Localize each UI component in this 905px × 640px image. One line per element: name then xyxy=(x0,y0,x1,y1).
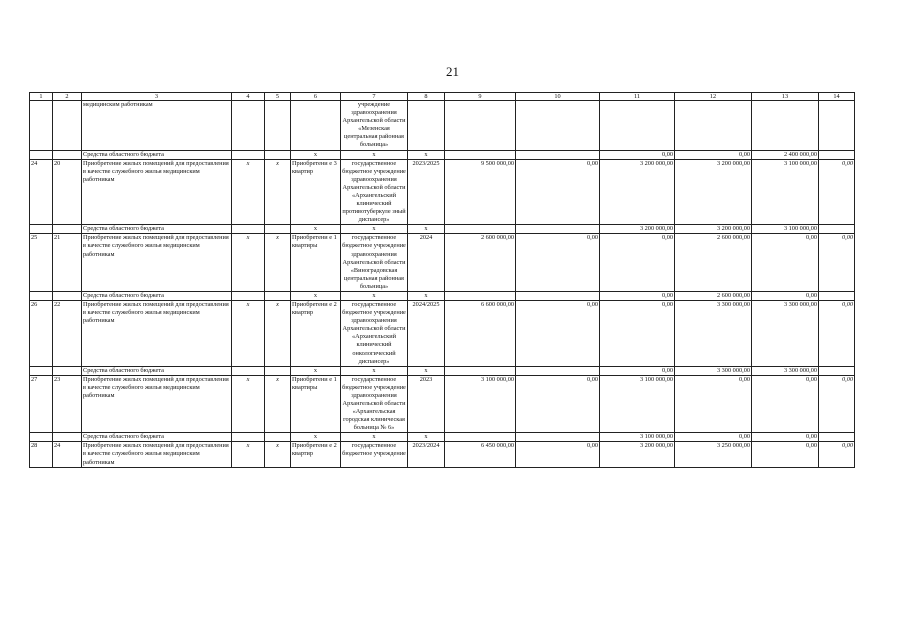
total-amount-cell xyxy=(445,366,516,375)
amount-col11-cell: 3 200 000,00 xyxy=(600,159,675,225)
page-number: 21 xyxy=(446,64,459,79)
amount-col13-cell: 0,00 xyxy=(752,433,819,442)
description-cell: Средства областного бюджета xyxy=(82,225,232,234)
amount-col12-cell: 3 200 000,00 xyxy=(675,225,752,234)
amount-col11-cell: 3 100 000,00 xyxy=(600,375,675,433)
header-cell: 1 xyxy=(30,93,53,101)
measure-cell: х xyxy=(291,150,341,159)
amount-col13-cell: 3 300 000,00 xyxy=(752,366,819,375)
amount-col13-cell: 0,00 xyxy=(752,442,819,467)
institution-cell: учреждение здравоохранения Архангельской области «Мезенская центральная районная больница» xyxy=(341,101,408,151)
institution-cell: государственное бюджетное учреждение здравоохранения Архангельской области «Архангельская городская клиническая больница № 6» xyxy=(342,375,406,432)
total-amount-cell: 2 600 000,00 xyxy=(445,234,516,292)
amount-col12-cell: 0,00 xyxy=(675,433,752,442)
measure-cell: Приобретени е 1 квартиры xyxy=(291,375,341,433)
amount-col11-cell: 3 200 000,00 xyxy=(600,442,675,467)
header-cell: 6 xyxy=(291,93,341,101)
measure-cell: х xyxy=(291,433,341,442)
header-cell: 12 xyxy=(675,93,752,101)
amount-col13-cell: 3 100 000,00 xyxy=(752,159,819,225)
header-cell: 11 xyxy=(600,93,675,101)
col5-cell xyxy=(265,225,291,234)
amount-col10-cell: 0,00 xyxy=(516,159,600,225)
institution-cell: х xyxy=(341,225,408,234)
funding-source-row xyxy=(30,366,855,375)
total-amount-cell: 6 600 000,00 xyxy=(445,300,516,366)
item-number-cell xyxy=(53,225,82,234)
total-amount-cell xyxy=(445,225,516,234)
amount-col14-cell: 0,00 xyxy=(819,442,855,467)
header-cell: 10 xyxy=(516,93,600,101)
period-cell: 2024 xyxy=(408,234,445,292)
amount-col11-cell xyxy=(600,101,675,151)
amount-col12-cell: 3 200 000,00 xyxy=(675,159,752,225)
col4-cell: х xyxy=(232,234,265,292)
amount-col12-cell: 0,00 xyxy=(675,150,752,159)
measure-cell: Приобретени е 2 квартир xyxy=(291,300,341,366)
row-number-cell: 24 xyxy=(30,159,53,225)
amount-col14-cell xyxy=(819,150,855,159)
amount-col14-cell xyxy=(819,225,855,234)
amount-col14-cell xyxy=(819,291,855,300)
row-number-cell: 25 xyxy=(30,234,53,292)
measure-cell xyxy=(291,101,341,151)
amount-col11-cell: 3 200 000,00 xyxy=(600,225,675,234)
description-cell: Приобретение жилых помещений для предоставления в качестве служебного жилья медицинским работникам xyxy=(82,375,232,433)
institution-cell: государственное бюджетное учреждение здравоохранения Архангельской области «Архангельский клинический онкологический диспансер» xyxy=(342,300,406,365)
amount-col14-cell xyxy=(819,101,855,151)
item-number-cell xyxy=(53,291,82,300)
header-cell: 14 xyxy=(819,93,855,101)
description-cell: Приобретение жилых помещений для предоставления в качестве служебного жилья медицинским работникам xyxy=(82,300,232,366)
row-number-cell xyxy=(30,291,53,300)
col4-cell xyxy=(232,433,265,442)
item-number-cell xyxy=(53,101,82,151)
col4-cell xyxy=(232,225,265,234)
amount-col14-cell: 0,00 xyxy=(819,234,855,292)
col5-cell: х xyxy=(265,234,291,292)
table-row xyxy=(30,300,855,366)
col4-cell: х xyxy=(232,159,265,225)
col5-cell: х xyxy=(265,442,291,467)
amount-col11-cell: 0,00 xyxy=(600,150,675,159)
description-cell: Средства областного бюджета xyxy=(82,366,232,375)
amount-col14-cell: 0,00 xyxy=(819,159,855,225)
period-cell: х xyxy=(408,291,445,300)
total-amount-cell xyxy=(445,291,516,300)
amount-col12-cell: 2 600 000,00 xyxy=(675,291,752,300)
row-number-cell xyxy=(30,433,53,442)
amount-col10-cell: 0,00 xyxy=(516,234,600,292)
item-number-cell xyxy=(53,150,82,159)
row-number-cell: 26 xyxy=(30,300,53,366)
header-cell: 2 xyxy=(53,93,82,101)
description-cell: Средства областного бюджета xyxy=(82,150,232,159)
amount-col14-cell: 0,00 xyxy=(819,300,855,366)
col4-cell xyxy=(232,366,265,375)
measure-cell: х xyxy=(291,366,341,375)
total-amount-cell: 9 500 000,00 xyxy=(445,159,516,225)
institution-cell: государственное бюджетное учреждение здравоохранения Архангельской области «Виноградовская центральная районная больница» xyxy=(342,234,406,290)
col4-cell: х xyxy=(232,300,265,366)
amount-col11-cell: 0,00 xyxy=(600,366,675,375)
amount-col10-cell: 0,00 xyxy=(516,300,600,366)
amount-col10-cell xyxy=(516,150,600,159)
period-cell: х xyxy=(408,150,445,159)
description-cell: Приобретение жилых помещений для предоставления в качестве служебного жилья медицинским работникам xyxy=(82,442,232,467)
funding-source-row xyxy=(30,150,855,159)
measure-cell: Приобретени е 2 квартир xyxy=(291,442,341,467)
period-cell: 2023/2024 xyxy=(408,442,445,467)
col5-cell: х xyxy=(265,300,291,366)
amount-col12-cell: 2 600 000,00 xyxy=(675,234,752,292)
amount-col10-cell xyxy=(516,225,600,234)
item-number-cell: 20 xyxy=(53,159,82,225)
description-cell: Средства областного бюджета xyxy=(82,291,232,300)
amount-col10-cell: 0,00 xyxy=(516,375,600,433)
amount-col10-cell xyxy=(516,101,600,151)
col5-cell xyxy=(265,101,291,151)
table-row xyxy=(30,442,855,467)
item-number-cell xyxy=(53,433,82,442)
amount-col13-cell: 2 400 000,00 xyxy=(752,150,819,159)
header-cell: 7 xyxy=(341,93,408,101)
col4-cell xyxy=(232,150,265,159)
amount-col13-cell xyxy=(752,101,819,151)
col4-cell xyxy=(232,291,265,300)
amount-col12-cell: 3 300 000,00 xyxy=(675,366,752,375)
funding-source-row xyxy=(30,291,855,300)
amount-col10-cell xyxy=(516,433,600,442)
header-cell: 9 xyxy=(445,93,516,101)
description-cell: медицинским работникам xyxy=(82,101,232,151)
amount-col12-cell xyxy=(675,101,752,151)
amount-col12-cell: 3 250 000,00 xyxy=(675,442,752,467)
description-cell: Средства областного бюджета xyxy=(82,433,232,442)
period-cell: 2023 xyxy=(408,375,445,433)
measure-cell: х xyxy=(291,291,341,300)
institution-cell: х xyxy=(341,433,408,442)
budget-table xyxy=(29,92,855,468)
amount-col14-cell xyxy=(819,433,855,442)
institution-cell: государственное бюджетное учреждение xyxy=(341,442,408,467)
row-number-cell xyxy=(30,225,53,234)
col5-cell: х xyxy=(265,159,291,225)
table-row xyxy=(30,159,855,225)
total-amount-cell: 3 100 000,00 xyxy=(445,375,516,433)
row-number-cell: 27 xyxy=(30,375,53,433)
col4-cell: х xyxy=(232,442,265,467)
amount-col11-cell: 0,00 xyxy=(600,291,675,300)
description-cell: Приобретение жилых помещений для предоставления в качестве служебного жилья медицинским работникам xyxy=(82,159,232,225)
total-amount-cell xyxy=(445,101,516,151)
amount-col13-cell: 0,00 xyxy=(752,291,819,300)
item-number-cell: 22 xyxy=(53,300,82,366)
col5-cell xyxy=(265,433,291,442)
period-cell: х xyxy=(408,366,445,375)
table-row xyxy=(30,234,855,292)
total-amount-cell xyxy=(445,433,516,442)
item-number-cell: 23 xyxy=(53,375,82,433)
measure-cell: Приобретени е 3 квартир xyxy=(291,159,341,225)
period-cell xyxy=(408,101,445,151)
row-number-cell xyxy=(30,150,53,159)
col5-cell xyxy=(265,366,291,375)
period-cell: 2023/2025 xyxy=(408,159,445,225)
amount-col10-cell xyxy=(516,291,600,300)
institution-cell: государственное бюджетное учреждение здравоохранения Архангельской области «Архангельский клинический противотуберкуле зный диспансер» xyxy=(342,159,406,224)
institution-cell: х xyxy=(341,150,408,159)
amount-col11-cell: 0,00 xyxy=(600,234,675,292)
amount-col14-cell: 0,00 xyxy=(819,375,855,433)
amount-col12-cell: 0,00 xyxy=(675,375,752,433)
table-row xyxy=(30,101,855,151)
item-number-cell xyxy=(53,366,82,375)
amount-col14-cell xyxy=(819,366,855,375)
table-row xyxy=(30,375,855,433)
period-cell: х xyxy=(408,225,445,234)
header-cell: 8 xyxy=(408,93,445,101)
header-cell: 5 xyxy=(265,93,291,101)
total-amount-cell: 6 450 000,00 xyxy=(445,442,516,467)
row-number-cell xyxy=(30,366,53,375)
period-cell: х xyxy=(408,433,445,442)
amount-col11-cell: 0,00 xyxy=(600,300,675,366)
period-cell: 2024/2025 xyxy=(408,300,445,366)
amount-col13-cell: 3 300 000,00 xyxy=(752,300,819,366)
col5-cell xyxy=(265,291,291,300)
header-cell: 4 xyxy=(232,93,265,101)
funding-source-row xyxy=(30,225,855,234)
amount-col12-cell: 3 300 000,00 xyxy=(675,300,752,366)
table-header-row xyxy=(30,93,855,101)
row-number-cell: 28 xyxy=(30,442,53,467)
col5-cell xyxy=(265,150,291,159)
col4-cell: х xyxy=(232,375,265,433)
measure-cell: Приобретени е 1 квартиры xyxy=(291,234,341,292)
col5-cell: х xyxy=(265,375,291,433)
amount-col13-cell: 3 100 000,00 xyxy=(752,225,819,234)
total-amount-cell xyxy=(445,150,516,159)
header-cell: 3 xyxy=(82,93,232,101)
funding-source-row xyxy=(30,433,855,442)
col4-cell xyxy=(232,101,265,151)
row-number-cell xyxy=(30,101,53,151)
item-number-cell: 21 xyxy=(53,234,82,292)
amount-col10-cell: 0,00 xyxy=(516,442,600,467)
institution-cell: х xyxy=(341,366,408,375)
measure-cell: х xyxy=(291,225,341,234)
item-number-cell: 24 xyxy=(53,442,82,467)
amount-col11-cell: 3 100 000,00 xyxy=(600,433,675,442)
institution-cell: х xyxy=(341,291,408,300)
amount-col10-cell xyxy=(516,366,600,375)
amount-col13-cell: 0,00 xyxy=(752,375,819,433)
description-cell: Приобретение жилых помещений для предоставления в качестве служебного жилья медицинским работникам xyxy=(82,234,232,292)
header-cell: 13 xyxy=(752,93,819,101)
amount-col13-cell: 0,00 xyxy=(752,234,819,292)
